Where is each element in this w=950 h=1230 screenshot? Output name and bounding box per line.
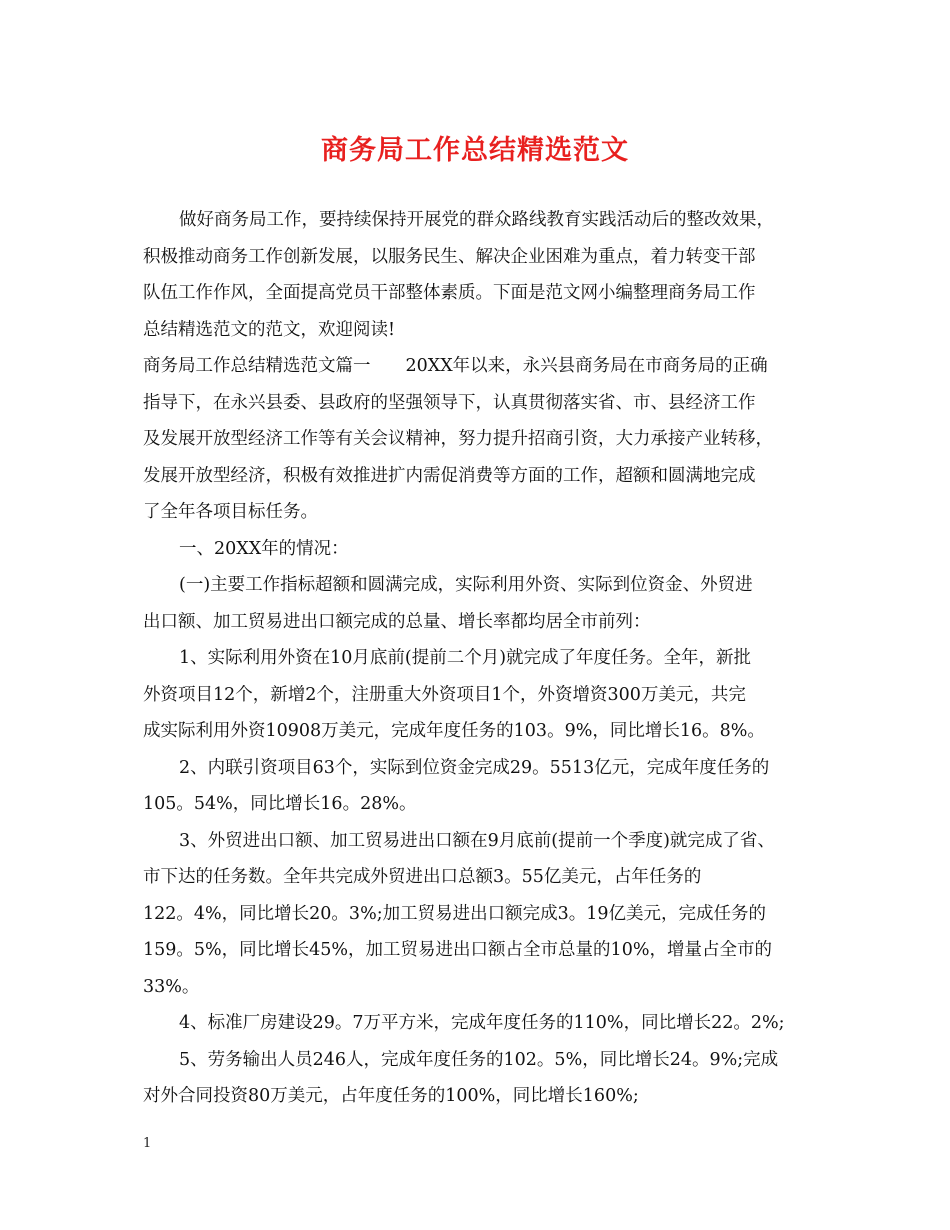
- body-line: 1、实际利用外资在10月底前(提前二个月)就完成了年度任务。全年，新批: [179, 648, 752, 668]
- body-line: 成实际利用外资10908万美元，完成年度任务的103。9%，同比增长16。8%。: [143, 721, 765, 741]
- body-line: 指导下，在永兴县委、县政府的坚强领导下，认真贯彻落实省、市、县经济工作: [143, 392, 756, 413]
- body-line: 积极推动商务工作创新发展，以服务民生、解决企业困难为重点，着力转变干部: [143, 246, 756, 267]
- body-line: 3、外贸进出口额、加工贸易进出口额在9月底前(提前一个季度)就完成了省、: [179, 830, 775, 851]
- body-line: 商务局工作总结精选范文篇一 20XX年以来，永兴县商务局在市商务局的正确: [143, 356, 768, 376]
- body-line: 队伍工作作风，全面提高党员干部整体素质。下面是范文网小编整理商务局工作: [143, 283, 756, 303]
- body-line: 总结精选范文的范文，欢迎阅读!: [143, 319, 396, 340]
- body-line: 做好商务局工作，要持续保持开展党的群众路线教育实践活动后的整改效果，: [179, 210, 774, 230]
- document-title: 商务局工作总结精选范文: [321, 135, 629, 166]
- body-line: 122。4%，同比增长20。3%;加工贸易进出口额完成3。19亿美元，完成任务的: [143, 903, 766, 924]
- document-body: [143, 202, 823, 1115]
- section-heading: 一、20XX年的情况：: [179, 538, 349, 559]
- body-line: 了全年各项目标任务。: [143, 502, 318, 522]
- body-line: 33%。: [143, 976, 200, 997]
- body-line: 市下达的任务数。全年共完成外贸进出口总额3。55亿美元，占年任务的: [143, 867, 702, 887]
- body-line: 4、标准厂房建设29。7万平方米，完成年度任务的110%，同比增长22。2%;: [179, 1013, 785, 1033]
- page-number: 1: [143, 1136, 152, 1151]
- body-line: (一)主要工作指标超额和圆满完成，实际利用外资、实际到位资金、外贸进: [179, 575, 753, 595]
- body-line: 出口额、加工贸易进出口额完成的总量、增长率都均居全市前列：: [143, 611, 651, 632]
- body-line: 159。5%，同比增长45%，加工贸易进出口额占全市总量的10%，增量占全市的: [143, 940, 772, 960]
- body-line: 105。54%，同比增长16。28%。: [143, 794, 417, 814]
- body-line: 2、内联引资项目63个，实际到位资金完成29。5513亿元，完成年度任务的: [179, 757, 770, 778]
- body-line: 5、劳务输出人员246人，完成年度任务的102。5%，同比增长24。9%;完成: [179, 1049, 779, 1070]
- body-line: 及发展开放型经济工作等有关会议精神，努力提升招商引资，大力承接产业转移，: [143, 429, 773, 449]
- body-line: 发展开放型经济，积极有效推进扩内需促消费等方面的工作，超额和圆满地完成: [143, 465, 756, 486]
- body-line: 对外合同投资80万美元，占年度任务的100%，同比增长160%;: [143, 1086, 639, 1106]
- body-line: 外资项目12个，新增2个，注册重大外资项目1个，外资增资300万美元，共完: [143, 684, 746, 705]
